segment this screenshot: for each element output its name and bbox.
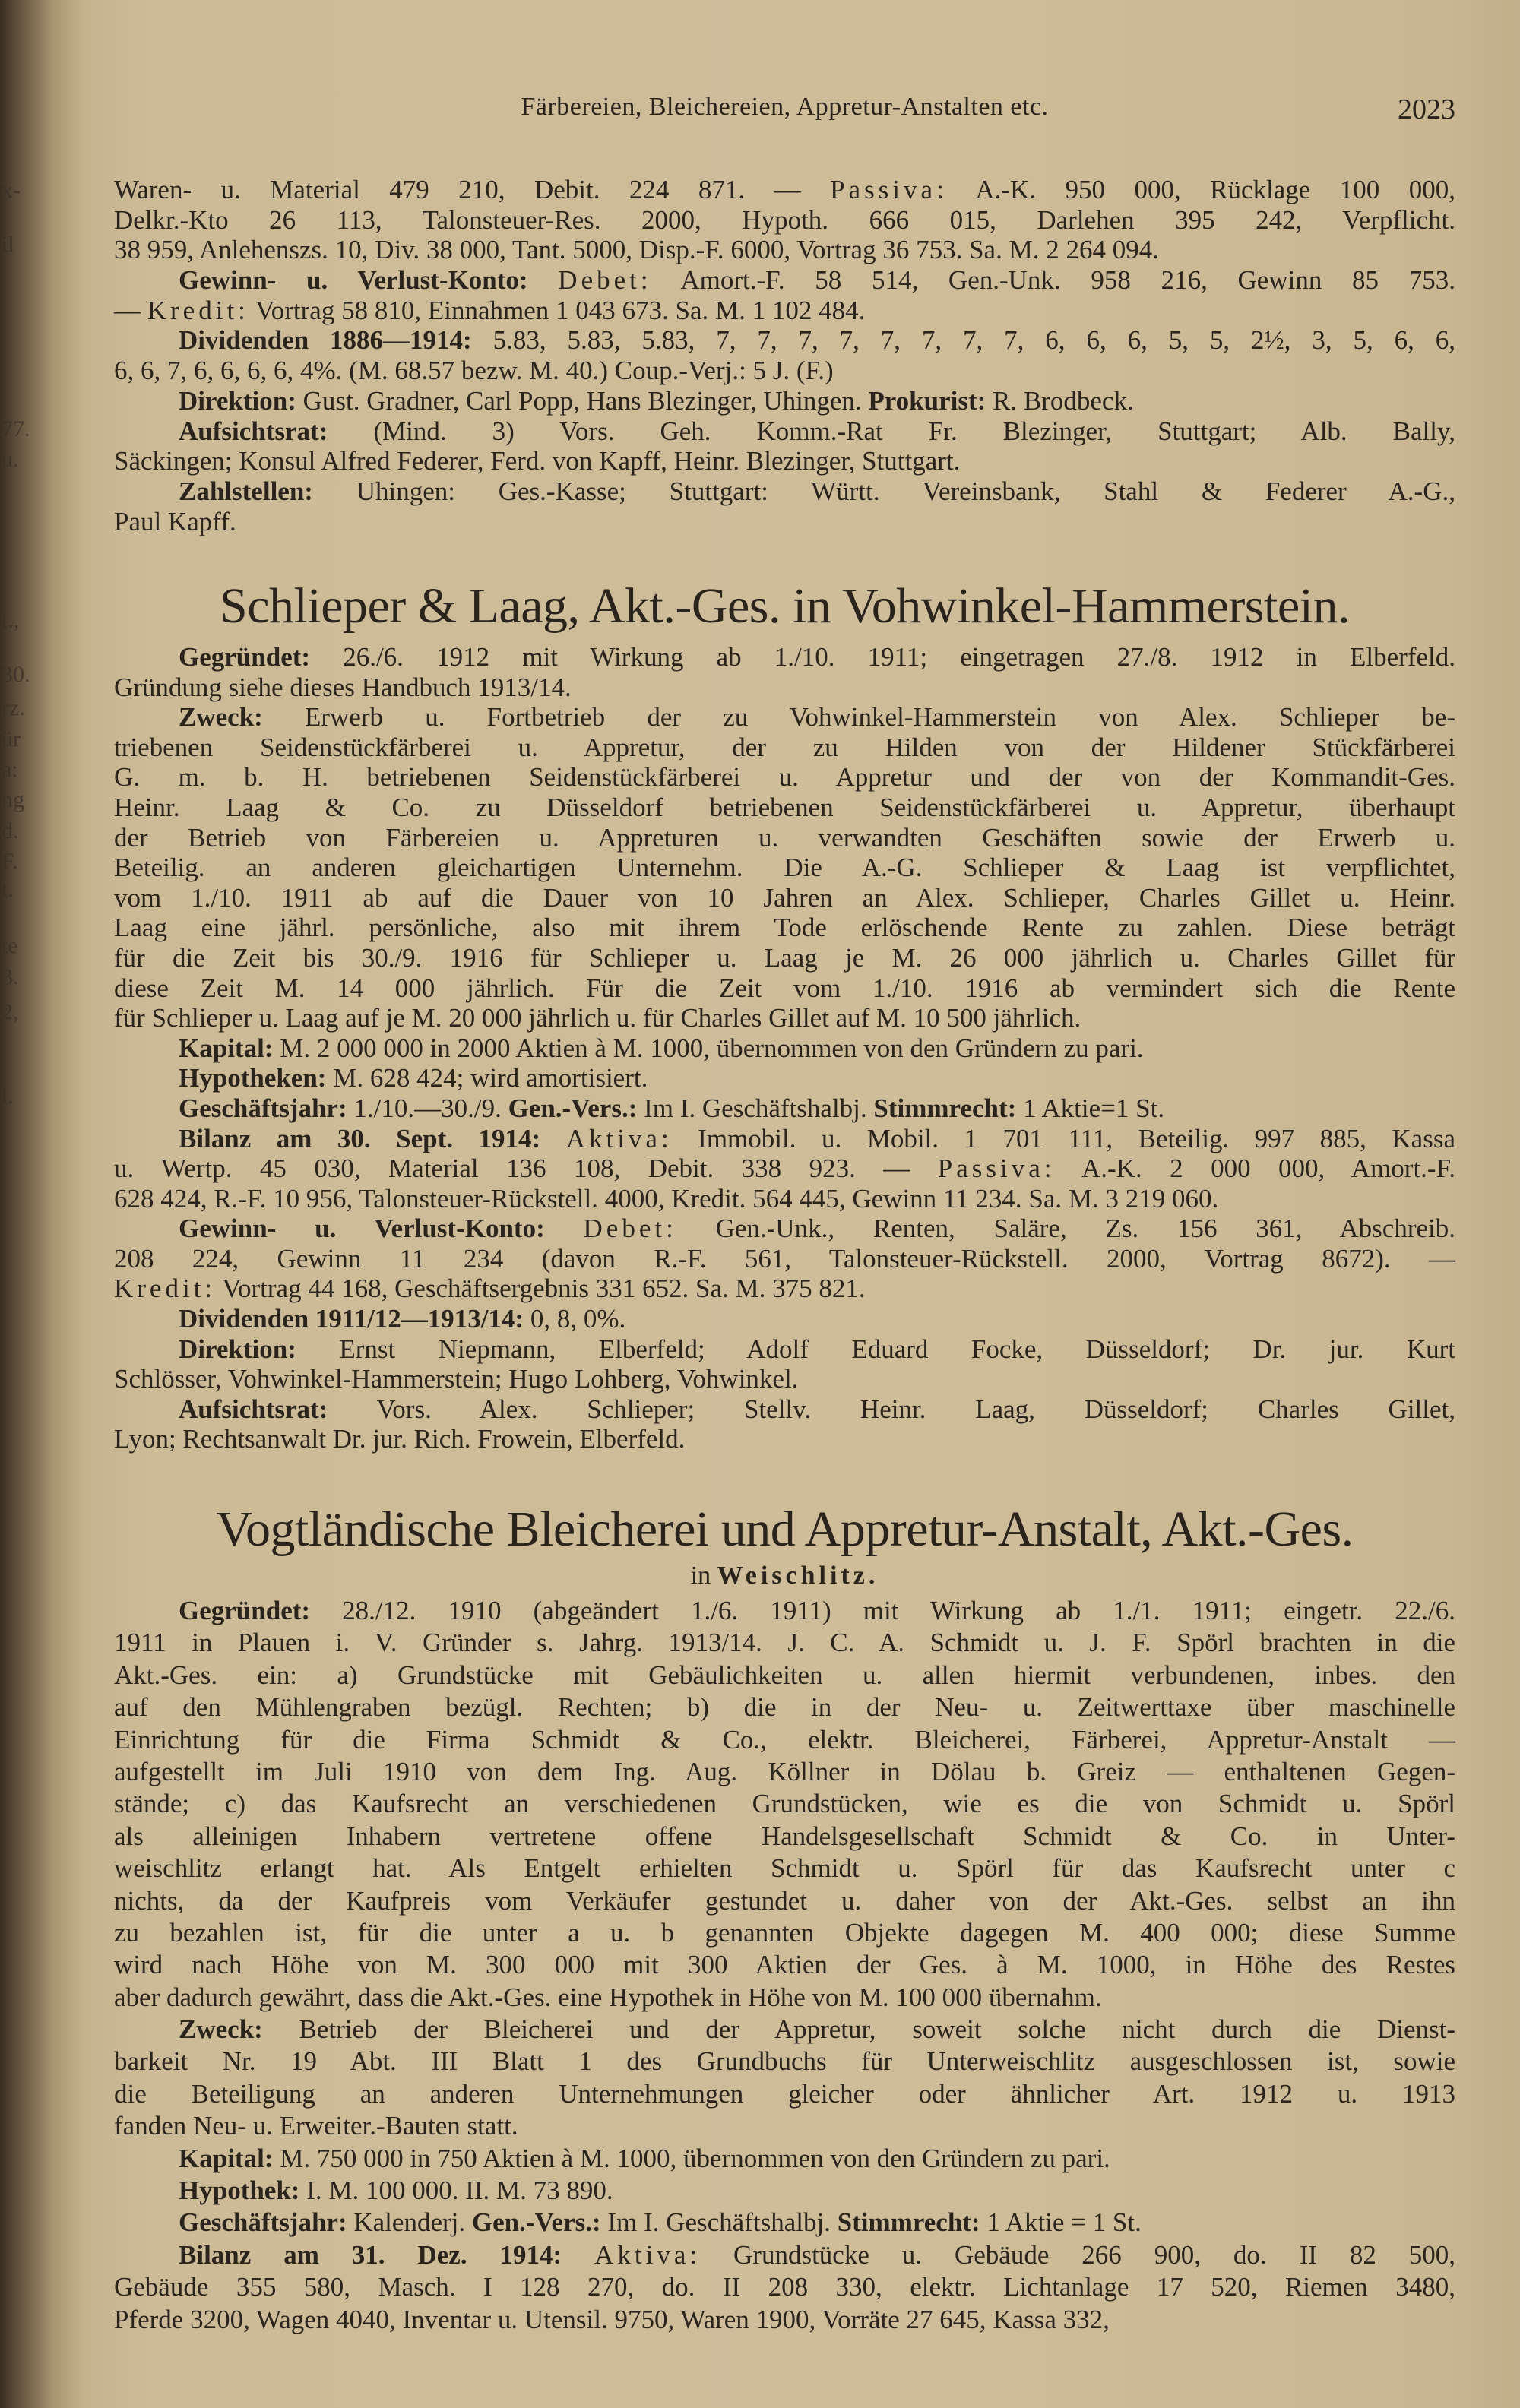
text-run: diese Zeit M. 14 000 jährlich. Für die Zeit vom 1./10. 1916 ab vermindert sich die Rente bbox=[114, 973, 1455, 1003]
text-line bbox=[114, 2271, 1455, 2303]
text-line bbox=[114, 2304, 1455, 2336]
page-header bbox=[114, 93, 1455, 131]
text-line bbox=[114, 1124, 1455, 1154]
section-continuation bbox=[114, 175, 1455, 536]
text-line bbox=[114, 973, 1455, 1004]
text-line bbox=[114, 853, 1455, 883]
text-run: Vors. Alex. Schlieper; Stellv. Heinr. Laag, Düsseldorf; Charles Gillet, bbox=[328, 1394, 1455, 1424]
paragraph bbox=[114, 1124, 1455, 1214]
text-line bbox=[114, 416, 1455, 447]
paragraph bbox=[114, 265, 1455, 325]
text-line bbox=[114, 1244, 1455, 1274]
text-line bbox=[114, 2110, 1455, 2142]
text-run: fanden Neu- u. Erweiter.-Bauten statt. bbox=[114, 2111, 518, 2141]
text-run: die Beteiligung an anderen Unternehmungen gleicher oder ähnlicher Art. 1912 u. 1913 bbox=[114, 2078, 1455, 2109]
text-run: zu bezahlen ist, für die unter a u. b genannten Objekte dagegen M. 400 000; diese Summe bbox=[114, 1917, 1455, 1948]
text-line bbox=[114, 325, 1455, 356]
field-label: Hypotheken: bbox=[179, 1063, 327, 1093]
text-line bbox=[114, 2046, 1455, 2077]
field-label: Aufsichtsrat: bbox=[179, 1394, 328, 1424]
text-run: barkeit Nr. 19 Abt. III Blatt 1 des Grundbuchs für Unterweischlitz ausgeschlossen ist, sowie bbox=[114, 2046, 1455, 2077]
text-run: Waren- u. Material 479 210, Debit. 224 871. — bbox=[114, 175, 831, 204]
field-label: Dividenden 1911/12—1913/14: bbox=[179, 1304, 524, 1334]
text-run: Erwerb u. Fortbetrieb der zu Vohwinkel-Hammerstein von Alex. Schlieper be- bbox=[262, 702, 1455, 733]
field-label: Stimmrecht: bbox=[837, 2207, 980, 2238]
text-run: Im I. Geschäftshalbj. bbox=[637, 1093, 874, 1123]
text-line bbox=[114, 235, 1455, 265]
running-title: Färbereien, Bleichereien, Appretur-Anstalten etc. bbox=[521, 93, 1049, 121]
text-run: 1 Aktie=1 St. bbox=[1016, 1093, 1165, 1123]
margin-fragment: 3. bbox=[2, 964, 19, 989]
margin-fragment: t. bbox=[2, 877, 14, 902]
margin-fragment: t., bbox=[2, 608, 20, 633]
text-run: weischlitz erlangt hat. Als Entgelt erhielten Schmidt u. Spörl für das Kaufsrecht unter c bbox=[114, 1853, 1455, 1884]
text-run: Vortrag 58 810, Einnahmen 1 043 673. Sa. M. 1 102 484. bbox=[249, 295, 866, 325]
section-title-vogtlaendische: Vogtländische Bleicherei und Appretur-Anstalt, Akt.-Ges. bbox=[216, 1501, 1354, 1557]
paragraph bbox=[114, 2175, 1455, 2207]
text-run: M. 2 000 000 in 2000 Aktien à M. 1000, übernommen von den Gründern zu pari. bbox=[273, 1033, 1144, 1063]
text-run: Laag eine jährl. persönliche, also mit ihrem Tode erlöschende Rente zu zahlen. Diese beträgt bbox=[114, 913, 1455, 943]
spaced-label: Kredit: bbox=[114, 1274, 217, 1304]
paragraph bbox=[114, 642, 1455, 702]
field-label: Hypothek: bbox=[179, 2175, 300, 2206]
margin-fragment: ür bbox=[2, 726, 21, 752]
text-line bbox=[114, 733, 1455, 763]
text-line bbox=[114, 1660, 1455, 1691]
text-line bbox=[114, 507, 1455, 537]
text-run: Akt.-Ges. ein: a) Grundstücke mit Gebäulichkeiten u. allen hiermit verbundenen, inbes. den bbox=[114, 1660, 1455, 1690]
text-run: Beteilig. an anderen gleichartigen Unternehm. Die A.-G. Schlieper & Laag ist verpflichtet, bbox=[114, 853, 1455, 883]
spaced-label: Aktiva: bbox=[594, 2239, 701, 2270]
page-number: 2023 bbox=[1398, 93, 1455, 125]
spaced-label: Debet: bbox=[583, 1213, 677, 1244]
field-label: Gegründet: bbox=[179, 642, 311, 672]
field-label: Zahlstellen: bbox=[179, 476, 313, 506]
paragraph bbox=[114, 1093, 1455, 1124]
text-run: Delkr.-Kto 26 113, Talonsteuer-Res. 2000, Hypoth. 666 015, Darlehen 395 242, Verpflicht. bbox=[114, 204, 1455, 235]
text-line bbox=[114, 642, 1455, 672]
text-line bbox=[114, 2175, 1455, 2207]
text-line bbox=[114, 1982, 1455, 2014]
field-label: Kapital: bbox=[179, 1033, 274, 1063]
spaced-label: Passiva: bbox=[937, 1153, 1056, 1184]
text-line bbox=[114, 1853, 1455, 1884]
field-label: Geschäftsjahr: bbox=[179, 1093, 347, 1123]
text-line bbox=[114, 2078, 1455, 2110]
margin-fragment: ng bbox=[2, 787, 24, 812]
text-run: Pferde 3200, Wagen 4040, Inventar u. Utensil. 9750, Waren 1900, Vorräte 27 645, Kassa 332, bbox=[114, 2304, 1110, 2334]
text-line bbox=[114, 1304, 1455, 1334]
text-line bbox=[114, 1153, 1455, 1184]
text-line bbox=[114, 672, 1455, 703]
text-run: 26./6. 1912 mit Wirkung ab 1./10. 1911; eingetragen 27./8. 1912 in Elberfeld. bbox=[310, 642, 1455, 672]
text-run bbox=[545, 1213, 584, 1243]
section-title-schlieper-laag: Schlieper & Laag, Akt.-Ges. in Vohwinkel-Hammerstein. bbox=[220, 578, 1350, 634]
field-label: Stimmrecht: bbox=[873, 1093, 1017, 1123]
paragraph bbox=[114, 1595, 1455, 2014]
margin-fragment: l. bbox=[2, 1084, 14, 1109]
margin-fragment: d. bbox=[2, 818, 19, 843]
text-line bbox=[114, 1595, 1455, 1627]
paragraph bbox=[114, 1033, 1455, 1064]
field-label: Gen.-Vers.: bbox=[471, 2207, 601, 2238]
text-run: Paul Kapff. bbox=[114, 506, 236, 536]
text-line bbox=[114, 1213, 1455, 1244]
text-run: M. 628 424; wird amortisiert. bbox=[326, 1063, 648, 1093]
text-line bbox=[114, 1756, 1455, 1788]
paragraph bbox=[114, 1213, 1455, 1304]
field-label: Zweck: bbox=[179, 702, 263, 733]
text-run: für Schlieper u. Laag auf je M. 20 000 jährlich u. für Charles Gillet auf M. 10 500 jährlich. bbox=[114, 1003, 1081, 1033]
section-schlieper-laag bbox=[114, 642, 1455, 1454]
text-line bbox=[114, 1949, 1455, 1981]
text-run: als alleinigen Inhabern vertretene offene Handelsgesellschaft Schmidt & Co. in Unter- bbox=[114, 1821, 1455, 1851]
spaced-label: Aktiva: bbox=[565, 1123, 673, 1153]
text-line bbox=[114, 175, 1455, 205]
paragraph bbox=[114, 1334, 1455, 1394]
text-run: stände; c) das Kaufsrecht an verschiedenen Grundstücken, wie es die von Schmidt u. Spörl bbox=[114, 1789, 1455, 1819]
text-line bbox=[114, 1691, 1455, 1723]
text-line bbox=[114, 1334, 1455, 1365]
text-run: Betrieb der Bleicherei und der Appretur, soweit solche nicht durch die Dienst- bbox=[262, 2014, 1455, 2045]
text-run: 38 959, Anlehenszs. 10, Div. 38 000, Tant. 5000, Disp.-F. 6000, Vortrag 36 753. Sa. M. 2 264 094. bbox=[114, 235, 1159, 265]
spaced-label: Debet: bbox=[558, 265, 652, 296]
text-run: (Mind. 3) Vors. Geh. Komm.-Rat Fr. Blezinger, Stuttgart; Alb. Bally, bbox=[328, 416, 1455, 446]
text-line bbox=[114, 762, 1455, 793]
field-label: Gen.-Vers.: bbox=[508, 1093, 638, 1123]
field-label: Gegründet: bbox=[179, 1596, 311, 1625]
text-line bbox=[114, 2143, 1455, 2175]
text-run bbox=[528, 265, 559, 295]
field-label: Direktion: bbox=[179, 385, 296, 416]
margin-fragment: x- bbox=[2, 178, 21, 203]
field-label: Dividenden 1886—1914: bbox=[179, 325, 472, 356]
text-line bbox=[114, 2239, 1455, 2271]
margin-fragment: a: bbox=[2, 757, 18, 782]
field-label: Gewinn- u. Verlust-Konto: bbox=[179, 265, 528, 296]
paragraph bbox=[114, 2207, 1455, 2239]
text-line bbox=[114, 1274, 1455, 1304]
text-run: Immobil. u. Mobil. 1 701 111, Beteilig. 997 885, Kassa bbox=[672, 1123, 1455, 1153]
text-line bbox=[114, 1885, 1455, 1917]
text-line bbox=[114, 1917, 1455, 1949]
text-run: Gen.-Unk., Renten, Saläre, Zs. 156 361, Abschreib. bbox=[676, 1213, 1455, 1244]
text-run: A.-K. 950 000, Rücklage 100 000, bbox=[947, 175, 1455, 204]
text-line bbox=[114, 1184, 1455, 1214]
text-line bbox=[114, 1788, 1455, 1820]
paragraph bbox=[114, 1304, 1455, 1334]
text-line bbox=[114, 2207, 1455, 2239]
text-run: 628 424, R.-F. 10 956, Talonsteuer-Rückstell. 4000, Kredit. 564 445, Gewinn 11 234. Sa. M. 3 219 060. bbox=[114, 1183, 1219, 1213]
text-line bbox=[114, 2014, 1455, 2046]
text-line bbox=[114, 1063, 1455, 1093]
text-line bbox=[114, 265, 1455, 296]
paragraph bbox=[114, 2143, 1455, 2175]
paragraph bbox=[114, 175, 1455, 265]
text-run: 1911 in Plauen i. V. Gründer s. Jahrg. 1913/14. J. C. A. Schmidt u. J. F. Spörl brachten in die bbox=[114, 1628, 1455, 1658]
field-label: Gewinn- u. Verlust-Konto: bbox=[179, 1213, 545, 1244]
spaced-label: Passiva: bbox=[830, 175, 948, 204]
text-run bbox=[540, 1124, 566, 1153]
text-run: 28./12. 1910 (abgeändert 1./6. 1911) mit Wirkung ab 1./1. 1911; eingetr. 22./6. bbox=[310, 1596, 1455, 1625]
text-run: aufgestellt im Juli 1910 von dem Ing. Aug. Köllner in Dölau b. Greiz — enthaltenen Gegen- bbox=[114, 1756, 1455, 1786]
margin-fragment: il bbox=[2, 232, 14, 257]
paragraph bbox=[114, 476, 1455, 536]
margin-fragment: F. bbox=[2, 849, 18, 874]
text-run: Vortrag 44 168, Geschäftsergebnis 331 652. Sa. M. 375 821. bbox=[216, 1274, 866, 1304]
field-label: Aufsichtsrat: bbox=[179, 416, 328, 446]
text-run: Grundstücke u. Gebäude 266 900, do. II 82 500, bbox=[701, 2239, 1455, 2270]
text-run: Heinr. Laag & Co. zu Düsseldorf betriebenen Seidenstückfärberei u. Appretur, überhaupt bbox=[114, 792, 1455, 822]
text-run: Gebäude 355 580, Masch. I 128 270, do. II 208 330, elektr. Lichtanlage 17 520, Riemen 3480, bbox=[114, 2272, 1455, 2302]
paragraph bbox=[114, 2014, 1455, 2143]
margin-fragment: 77. bbox=[2, 416, 30, 441]
text-run: M. 750 000 in 750 Aktien à M. 1000, übernommen von den Gründern zu pari. bbox=[273, 2143, 1110, 2173]
text-run: wird nach Höhe von M. 300 000 mit 300 Aktien der Ges. à M. 1000, in Höhe des Restes bbox=[114, 1950, 1455, 1980]
text-run: Amort.-F. 58 514, Gen.-Unk. 958 216, Gewinn 85 753. bbox=[651, 265, 1455, 296]
text-run: Gust. Gradner, Carl Popp, Hans Blezinger, Uhingen. bbox=[296, 385, 869, 416]
text-run: Schlösser, Vohwinkel-Hammerstein; Hugo Lohberg, Vohwinkel. bbox=[114, 1364, 799, 1394]
text-run: 208 224, Gewinn 11 234 (davon R.-F. 561, Talonsteuer-Rückstell. 2000, Vortrag 8672). — bbox=[114, 1243, 1455, 1274]
text-run: — bbox=[114, 295, 147, 325]
text-run: für die Zeit bis 30./9. 1916 für Schlieper u. Laag je M. 26 000 jährlich u. Charles Gillet für bbox=[114, 942, 1455, 973]
text-run: 6, 6, 7, 6, 6, 6, 6, 4%. (M. 68.57 bezw. M. 40.) Coup.-Verj.: 5 J. (F.) bbox=[114, 356, 834, 386]
section-subtitle bbox=[114, 1562, 1455, 1590]
text-run: R. Brodbeck. bbox=[986, 385, 1134, 416]
text-run: vom 1./10. 1911 ab auf die Dauer von 10 Jahren an Alex. Schlieper, Charles Gillet u. Heinr. bbox=[114, 882, 1455, 913]
margin-fragment: 2, bbox=[2, 999, 19, 1024]
margin-fragment: u. bbox=[2, 447, 19, 472]
text-run: u. Wertp. 45 030, Material 136 108, Debit. 338 923. — bbox=[114, 1153, 938, 1184]
text-run: auf den Mühlengraben bezügl. Rechten; b) die in der Neu- u. Zeitwerttaxe über maschinelle bbox=[114, 1692, 1455, 1723]
text-run: 0, 8, 0%. bbox=[524, 1304, 626, 1334]
text-run: triebenen Seidenstückfärberei u. Appretur, der zu Hilden von der Hildener Stückfärberei bbox=[114, 732, 1455, 762]
text-line bbox=[114, 296, 1455, 326]
paragraph bbox=[114, 325, 1455, 385]
text-run: Säckingen; Konsul Alfred Federer, Ferd. von Kapff, Heinr. Blezinger, Stuttgart. bbox=[114, 446, 961, 476]
margin-fragment: 30. bbox=[2, 662, 30, 687]
text-line bbox=[114, 702, 1455, 733]
text-line bbox=[114, 1033, 1455, 1064]
margin-fragment: te bbox=[2, 933, 18, 958]
text-run: aber dadurch gewährt, dass die Akt.-Ges. eine Hypothek in Höhe von M. 100 000 übernahm. bbox=[114, 1982, 1102, 2012]
text-run: Lyon; Rechtsanwalt Dr. jur. Rich. Frowein, Elberfeld. bbox=[114, 1424, 686, 1454]
subtitle-place: Weischlitz. bbox=[717, 1562, 879, 1590]
text-line bbox=[114, 1093, 1455, 1124]
text-line bbox=[114, 1364, 1455, 1394]
field-label: Bilanz am 31. Dez. 1914: bbox=[179, 2239, 562, 2270]
text-line bbox=[114, 1724, 1455, 1756]
spaced-label: Kredit: bbox=[147, 295, 249, 325]
paragraph bbox=[114, 386, 1455, 416]
text-run: 5.83, 5.83, 5.83, 7, 7, 7, 7, 7, 7, 7, 7, 6, 6, 6, 5, 5, 2½, 3, 5, 6, 6, bbox=[471, 325, 1456, 356]
text-line bbox=[114, 356, 1455, 386]
text-line bbox=[114, 1424, 1455, 1454]
paragraph bbox=[114, 1063, 1455, 1093]
text-run: I. M. 100 000. II. M. 73 890. bbox=[299, 2175, 613, 2206]
paragraph bbox=[114, 2239, 1455, 2336]
text-run: A.-K. 2 000 000, Amort.-F. bbox=[1055, 1153, 1455, 1184]
text-run: Ernst Niepmann, Elberfeld; Adolf Eduard Focke, Düsseldorf; Dr. jur. Kurt bbox=[296, 1334, 1455, 1364]
field-label: Bilanz am 30. Sept. 1914: bbox=[179, 1123, 541, 1153]
text-line bbox=[114, 1627, 1455, 1659]
field-label: Kapital: bbox=[179, 2143, 274, 2173]
text-run: 1./10.—30./9. bbox=[347, 1093, 508, 1123]
paragraph bbox=[114, 702, 1455, 1033]
section-vogtlaendische bbox=[114, 1595, 1455, 2336]
text-line bbox=[114, 446, 1455, 476]
text-line bbox=[114, 823, 1455, 853]
text-run: Uhingen: Ges.-Kasse; Stuttgart: Württ. Vereinsbank, Stahl & Federer A.-G., bbox=[312, 476, 1455, 506]
text-run: G. m. b. H. betriebenen Seidenstückfärberei u. Appretur und der von der Kommandit-Ges. bbox=[114, 762, 1455, 793]
text-run: nichts, da der Kaufpreis vom Verkäufer gestundet u. daher von der Akt.-Ges. selbst an ihn bbox=[114, 1885, 1455, 1916]
text-run: Einrichtung für die Firma Schmidt & Co., elektr. Bleicherei, Färberei, Appretur-Anstalt — bbox=[114, 1724, 1455, 1755]
text-line bbox=[114, 386, 1455, 416]
text-run: Gründung siehe dieses Handbuch 1913/14. bbox=[114, 672, 572, 702]
paragraph bbox=[114, 416, 1455, 476]
paragraph bbox=[114, 1394, 1455, 1454]
text-line bbox=[114, 943, 1455, 973]
text-line bbox=[114, 476, 1455, 507]
text-run: 1 Aktie = 1 St. bbox=[980, 2207, 1142, 2238]
field-label: Prokurist: bbox=[868, 385, 986, 416]
text-line bbox=[114, 1394, 1455, 1425]
text-run bbox=[562, 2240, 594, 2270]
field-label: Direktion: bbox=[179, 1334, 296, 1364]
text-line bbox=[114, 793, 1455, 823]
text-line bbox=[114, 205, 1455, 236]
text-line bbox=[114, 1003, 1455, 1033]
text-line bbox=[114, 1821, 1455, 1853]
text-line bbox=[114, 913, 1455, 943]
field-label: Geschäftsjahr: bbox=[179, 2207, 347, 2238]
text-run: Kalenderj. bbox=[347, 2207, 472, 2238]
field-label: Zweck: bbox=[179, 2014, 263, 2045]
margin-fragment: rz. bbox=[2, 695, 25, 720]
text-run: der Betrieb von Färbereien u. Appreturen u. verwandten Geschäften sowie der Erwerb u. bbox=[114, 822, 1455, 853]
subtitle-prefix: in bbox=[690, 1562, 717, 1590]
text-line bbox=[114, 883, 1455, 913]
text-run: Im I. Geschäftshalbj. bbox=[600, 2207, 838, 2238]
